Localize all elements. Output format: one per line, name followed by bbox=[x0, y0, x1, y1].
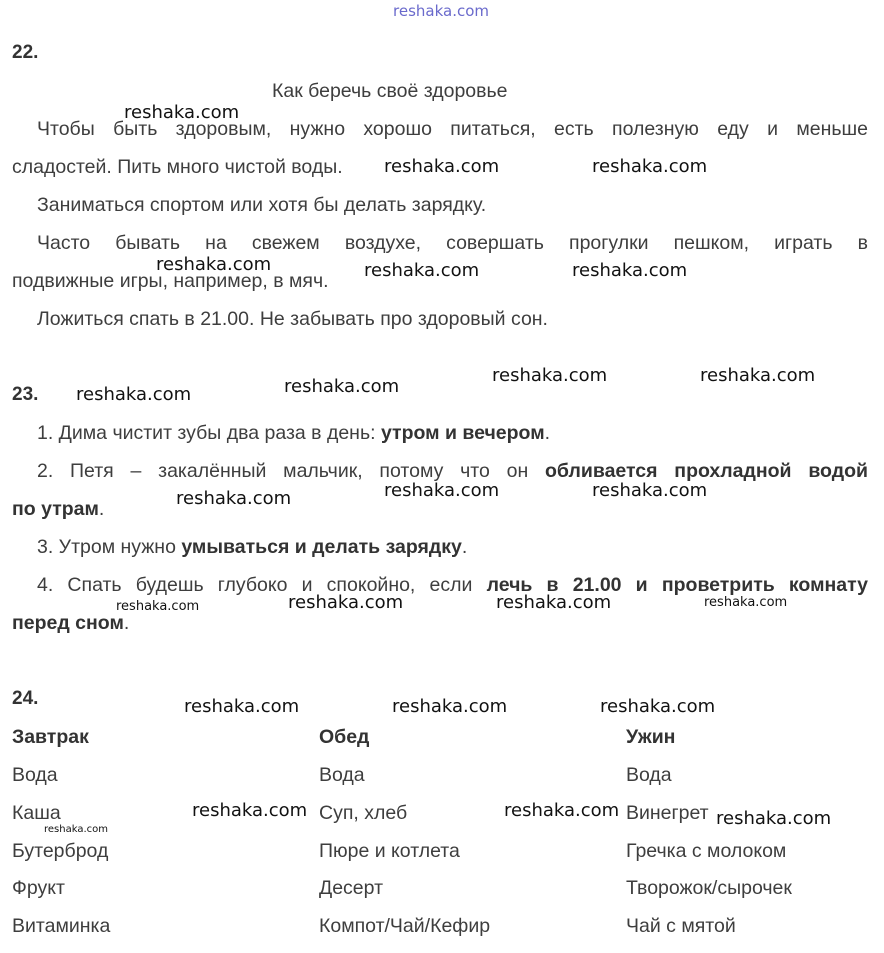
watermark: reshaka.com bbox=[384, 156, 500, 177]
task-23-sentence-4-line1 bbox=[37, 574, 868, 597]
s4-bold-2: перед сном bbox=[12, 612, 124, 634]
s4-bold-1: лечь в 21.00 и проветрить комнату bbox=[486, 574, 869, 596]
task-23-sentence-3 bbox=[37, 536, 467, 559]
task-23-sentence-1 bbox=[37, 422, 550, 445]
watermark: reshaka.com bbox=[288, 592, 404, 613]
lunch-item: Компот/Чай/Кефир bbox=[319, 915, 491, 937]
col-breakfast-header: Завтрак bbox=[12, 726, 89, 748]
watermark: reshaka.com bbox=[176, 488, 292, 509]
breakfast-item: Бутерброд bbox=[12, 840, 109, 862]
s3-text: 3. Утром нужно bbox=[37, 536, 182, 558]
breakfast-item: Каша bbox=[12, 802, 61, 824]
watermark: reshaka.com bbox=[592, 480, 708, 501]
task-22-p1-line1: Чтобы быть здоровым, нужно хорошо питаться, есть полезную еду и меньше bbox=[37, 118, 868, 140]
s1-text: 1. Дима чистит зубы два раза в день: bbox=[37, 422, 381, 444]
watermark: reshaka.com bbox=[592, 156, 708, 177]
watermark: reshaka.com bbox=[184, 696, 300, 717]
s2-text: 2. Петя – закалённый мальчик, потому что он bbox=[37, 460, 545, 482]
dinner-item: Творожок/сырочек bbox=[626, 877, 792, 899]
task-22-p3-line1: Часто бывать на свежем воздухе, совершать прогулки пешком, играть в bbox=[37, 232, 868, 254]
s4-end: . bbox=[123, 612, 130, 634]
task-23-sentence-4-line2 bbox=[12, 612, 129, 635]
lunch-item: Вода bbox=[319, 764, 365, 786]
watermark: reshaka.com bbox=[716, 808, 832, 829]
s3-end: . bbox=[461, 536, 468, 558]
watermark: reshaka.com bbox=[492, 365, 608, 386]
s2-bold-1: обливается прохладной водой bbox=[545, 460, 868, 482]
s3-bold: умываться и делать зарядку bbox=[181, 536, 462, 558]
lunch-item: Пюре и котлета bbox=[319, 840, 460, 862]
col-lunch-header: Обед bbox=[319, 726, 370, 748]
s1-end: . bbox=[544, 422, 551, 444]
breakfast-item: Витаминка bbox=[12, 915, 111, 937]
lunch-item: Десерт bbox=[319, 877, 383, 899]
watermark: reshaka.com bbox=[44, 824, 108, 835]
dinner-item: Вода bbox=[626, 764, 672, 786]
s2-end: . bbox=[98, 498, 105, 520]
dinner-item: Винегрет bbox=[626, 802, 709, 824]
s1-bold: утром и вечером bbox=[380, 422, 545, 444]
watermark: reshaka.com bbox=[192, 800, 308, 821]
task-22-title: Как беречь своё здоровье bbox=[272, 80, 508, 102]
breakfast-item: Вода bbox=[12, 764, 58, 786]
watermark: reshaka.com bbox=[284, 376, 400, 397]
task-22-p2: Заниматься спортом или хотя бы делать зарядку. bbox=[37, 194, 487, 216]
watermark: reshaka.com bbox=[600, 696, 716, 717]
breakfast-item: Фрукт bbox=[12, 877, 65, 899]
dinner-item: Чай с мятой bbox=[626, 915, 736, 937]
col-dinner-header: Ужин bbox=[626, 726, 676, 748]
watermark: reshaka.com bbox=[76, 384, 192, 405]
watermark: reshaka.com bbox=[504, 800, 620, 821]
task-23-sentence-2-line2 bbox=[12, 498, 104, 521]
s2-bold-2: по утрам bbox=[12, 498, 99, 520]
watermark: reshaka.com bbox=[156, 254, 272, 275]
task-23-number: 23. bbox=[12, 384, 39, 405]
watermark: reshaka.com bbox=[364, 260, 480, 281]
task-22-p1-line2: сладостей. Пить много чистой воды. bbox=[12, 156, 343, 178]
watermark: reshaka.com bbox=[116, 599, 200, 614]
watermark: reshaka.com bbox=[700, 365, 816, 386]
s4-text: 4. Спать будешь глубоко и спокойно, если bbox=[37, 574, 487, 596]
task-22-p3-line2: подвижные игры, например, в мяч. bbox=[12, 270, 329, 292]
lunch-item: Суп, хлеб bbox=[319, 802, 408, 824]
watermark-top: reshaka.com bbox=[393, 2, 489, 20]
task-22-p4: Ложиться спать в 21.00. Не забывать про здоровый сон. bbox=[37, 308, 548, 330]
watermark: reshaka.com bbox=[704, 595, 788, 610]
task-22-number: 22. bbox=[12, 42, 39, 63]
task-24-number: 24. bbox=[12, 688, 39, 709]
watermark: reshaka.com bbox=[496, 592, 612, 613]
watermark: reshaka.com bbox=[572, 260, 688, 281]
watermark: reshaka.com bbox=[124, 102, 240, 123]
watermark: reshaka.com bbox=[392, 696, 508, 717]
watermark: reshaka.com bbox=[384, 480, 500, 501]
dinner-item: Гречка с молоком bbox=[626, 840, 787, 862]
